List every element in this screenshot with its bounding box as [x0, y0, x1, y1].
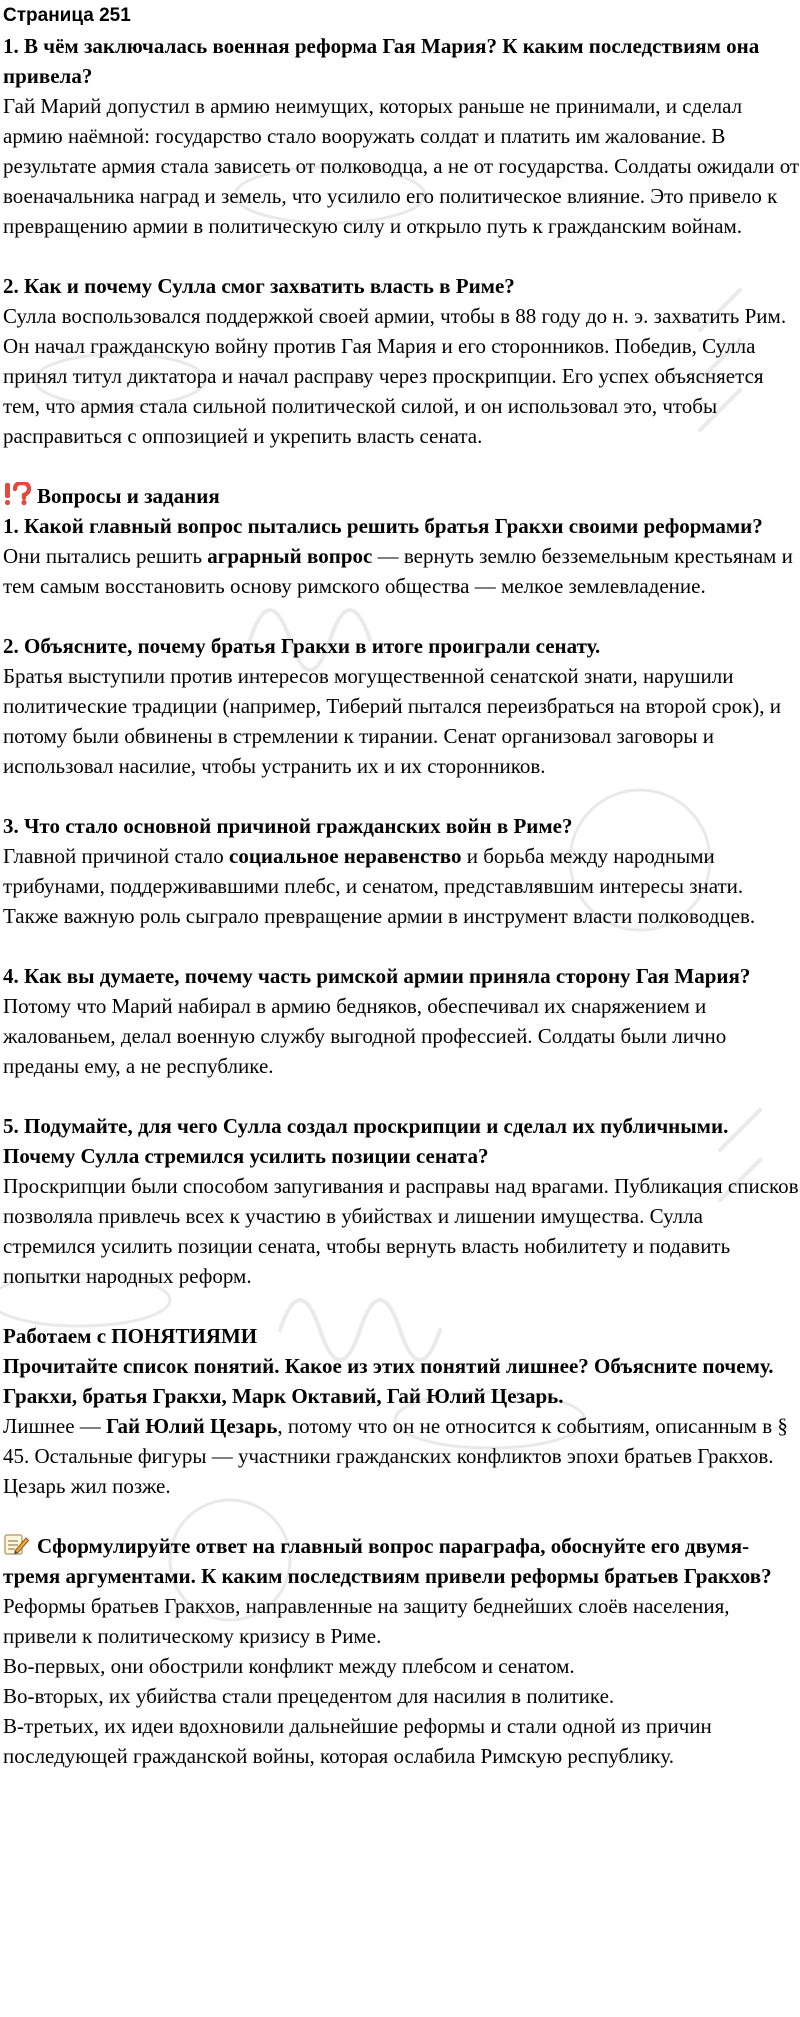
page-title: Страница 251: [3, 5, 131, 26]
task-3-answer-post: и борьба между народными трибунами, поддерживавшими плебс, и сенатом, представлявшим интересы знати. Также важную роль сыграло превращение армии в инструмент власти полководцев.: [3, 844, 756, 928]
task-1-answer-post: — вернуть землю безземельным крестьянам и тем самым восстановить основу римского общества — мелкое землевладение.: [3, 544, 793, 598]
answer-2-text: Сулла воспользовался поддержкой своей армии, чтобы в 88 году до н. э. захватить Рим. Он начал гражданскую войну против Гая Мария и его сторонников. Победив, Сулла принял титул диктатора и начал расправу через проскрипции. Его успех объясняется тем, что армия стала сильной политической силой, и он использовал это, чтобы расправиться с оппозицией и укрепить власть сената.: [3, 304, 787, 448]
main-answer-line-2: Во-первых, они обострили конфликт между плебсом и сенатом.: [3, 1654, 575, 1678]
spacer: [3, 451, 800, 481]
spacer: [3, 781, 800, 811]
spacer: [3, 601, 800, 631]
memo-pencil-icon: [3, 1532, 29, 1556]
question-1-text: 1. В чём заключалась военная реформа Гая Мария? К каким последствиям она привела?: [3, 34, 760, 88]
task-2-question: 2. Объясните, почему братья Гракхи в итоге проиграли сенату.: [3, 634, 601, 658]
task-3-answer-bold: социальное неравенство: [229, 844, 462, 868]
question-2-text: 2. Как и почему Сулла смог захватить власть в Риме?: [3, 274, 515, 298]
spacer: [3, 931, 800, 961]
concepts-answer-bold: Гай Юлий Цезарь: [106, 1414, 278, 1438]
task-1-answer-bold: аграрный вопрос: [207, 544, 373, 568]
concepts-heading: Работаем с ПОНЯТИЯМИ: [3, 1324, 258, 1348]
task-4-question: 4. Как вы думаете, почему часть римской армии приняла сторону Гая Мария?: [3, 964, 751, 988]
main-answer-line-4: В-третьих, их идеи вдохновили дальнейшие реформы и стали одной из причин последующей гражданской войны, которая ослабила Римскую республику.: [3, 1714, 712, 1768]
main-answer-line-3: Во-вторых, их убийства стали прецедентом для насилия в политике.: [3, 1684, 615, 1708]
task-5-question: 5. Подумайте, для чего Сулла создал проскрипции и сделал их публичными. Почему Сулла стремился усилить позиции сената?: [3, 1114, 729, 1168]
task-3-question: 3. Что стало основной причиной гражданских войн в Риме?: [3, 814, 573, 838]
concepts-question: Прочитайте список понятий. Какое из этих понятий лишнее? Объясните почему. Гракхи, братья Гракхи, Марк Октавий, Гай Юлий Цезарь.: [3, 1354, 774, 1408]
spacer: [3, 1501, 800, 1531]
task-1-answer-pre: Они пытались решить: [3, 544, 208, 568]
concepts-answer-post: , потому что он не относится к событиям, описанным в § 45. Остальные фигуры — участники гражданских конфликтов эпохи братьев Гракхов. Цезарь жил позже.: [3, 1414, 788, 1498]
concepts-answer-pre: Лишнее —: [3, 1414, 107, 1438]
spacer: [3, 241, 800, 271]
task-2-answer: Братья выступили против интересов могущественной сенатской знати, нарушили политические традиции (например, Тиберий пытался переизбраться на второй срок), и потому были обвинены в стремлении к тирании. Сенат организовал заговоры и использовал насилие, чтобы устранить их и их сторонников.: [3, 664, 782, 778]
task-5-answer: Проскрипции были способом запугивания и расправы над врагами. Публикация списков позволяла привлечь всех к участию в убийствах и лишении имущества. Сулла стремился усилить позиции сената, чтобы вернуть власть нобилитету и подавить попытки народных реформ.: [3, 1174, 799, 1288]
spacer: [3, 1081, 800, 1111]
answer-1-text: Гай Марий допустил в армию неимущих, которых раньше не принимали, и сделал армию наёмной: государство стало вооружать солдат и платить им жалование. В результате армия стала зависеть от полководца, а не от государства. Солдаты ожидали от военачальника наград и земель, что усилило его политическое влияние. Это привело к превращению армии в политическую силу и открыло путь к гражданским войнам.: [3, 94, 800, 238]
task-3-answer: [3, 841, 800, 931]
main-answer-line-1: Реформы братьев Гракхов, направленные на защиту беднейших слоёв населения, привели к политическому кризису в Риме.: [3, 1594, 730, 1648]
double-exclamation-question-icon: [3, 482, 31, 506]
task-4-answer: Потому что Марий набирал в армию бедняков, обеспечивал их снаряжением и жалованьем, делал военную службу выгодной профессией. Солдаты были лично преданы ему, а не республике.: [3, 994, 727, 1078]
task-3-answer-pre: Главной причиной стало: [3, 844, 229, 868]
task-1-answer: [3, 541, 800, 601]
spacer: [3, 1291, 800, 1321]
main-question-text: Сформулируйте ответ на главный вопрос параграфа, обоснуйте его двумя-тремя аргументами. К каким последствиям привели реформы братьев Гракхов?: [3, 1534, 772, 1588]
section-heading-label: Вопросы и задания: [37, 484, 220, 508]
concepts-answer: [3, 1411, 800, 1501]
main-question: [3, 1531, 800, 1591]
task-1-question: 1. Какой главный вопрос пытались решить братья Гракхи своими реформами?: [3, 514, 763, 538]
section-heading-questions: [3, 481, 800, 511]
